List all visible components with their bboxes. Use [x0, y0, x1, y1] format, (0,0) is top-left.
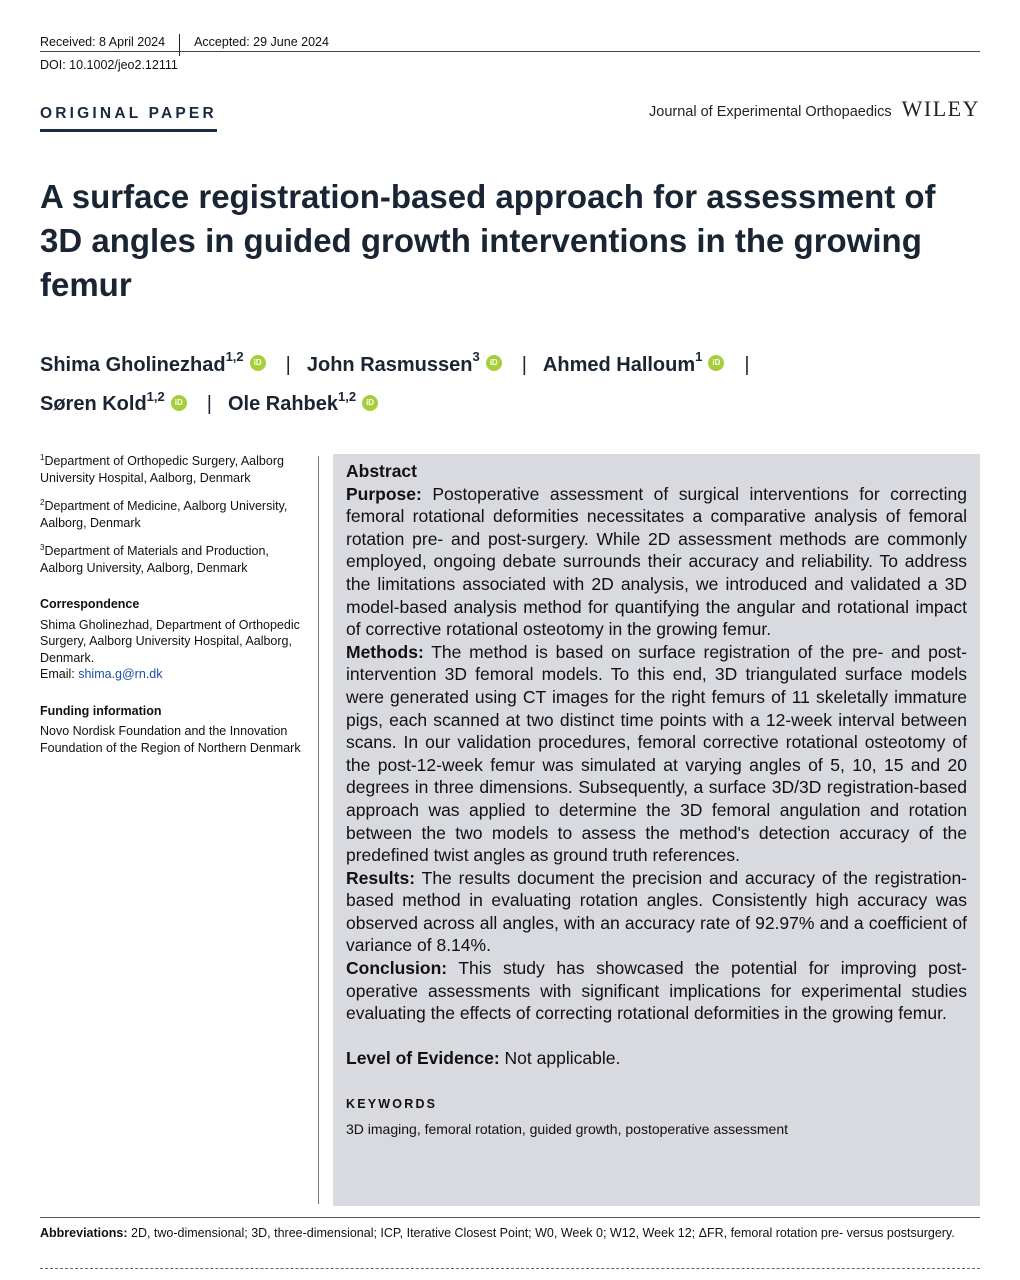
author[interactable] — [227, 388, 378, 416]
keywords-list: 3D imaging, femoral rotation, guided growth, postoperative assessment — [346, 1121, 789, 1138]
paper-type: ORIGINAL PAPER — [40, 105, 217, 132]
correspondence-heading: Correspondence — [40, 597, 140, 612]
orcid-icon[interactable]: iD — [486, 355, 502, 371]
author-affiliation: 3 — [472, 349, 480, 364]
author-name[interactable]: John Rasmussen — [306, 353, 473, 376]
affiliation-number: 2 — [40, 498, 45, 508]
abstract-methods — [346, 641, 967, 867]
footnote-rule — [40, 1217, 980, 1218]
license-divider — [40, 1268, 980, 1269]
header-dates — [40, 31, 329, 53]
abstract-heading: Abstract — [346, 461, 417, 481]
level-value: Not applicable. — [504, 1047, 621, 1068]
orcid-icon[interactable]: iD — [708, 355, 724, 371]
journal-name[interactable]: Journal of Experimental Orthopaedics — [649, 104, 892, 120]
doi-link[interactable]: DOI: 10.1002/jeo2.12111 — [40, 58, 178, 72]
accepted-date: Accepted: 29 June 2024 — [194, 35, 329, 49]
affiliation-text: Department of Materials and Production, Aalborg University, Aalborg, Denmark — [40, 544, 269, 575]
section-label: Conclusion: — [346, 958, 448, 979]
section-text: The method is based on surface registration of the pre‐ and post‐intervention 3D femoral models. To this end, 3D triangulated surface models were generated using CT images for the right femurs of 11 skeletally immature pigs, each scanned at two distinct time points with a 12‐week interval between scans. In our validation procedures, femoral corrective rotational osteotomy of the post‐12‐week femur was simulated at varying angles of 5, 10, 15 and 20 degrees in three dimensions. Subsequently, a surface 3D/3D registration‐based approach was applied to determine the 3D femoral angulation and rotation between the two models to assess the method's detection accuracy of the predefined twist angles as ground truth references. — [346, 641, 967, 866]
author-separator: | — [744, 353, 750, 376]
author-affiliation: 1,2 — [338, 388, 357, 404]
abbreviations-text: 2D, two‐dimensional; 3D, three‐dimensional; ICP, Iterative Closest Point; W0, Week 0; W12, Week 12; ΔFR, femoral rotation pre‐ versus postsurgery. — [131, 1226, 955, 1240]
journal-header — [649, 96, 980, 122]
abstract-box — [333, 454, 980, 1206]
affiliation-text: Department of Orthopedic Surgery, Aalborg University Hospital, Aalborg, Denmark — [40, 454, 284, 485]
keywords-heading: KEYWORDS — [346, 1097, 438, 1112]
author-name[interactable]: Ole Rahbek — [227, 393, 338, 416]
section-label: Purpose: — [346, 483, 422, 504]
author-affiliation: 1,2 — [146, 388, 165, 404]
author-separator: | — [206, 393, 212, 416]
email-link[interactable]: shima.g@rn.dk — [78, 667, 163, 682]
author[interactable] — [542, 349, 724, 376]
funding-text: Novo Nordisk Foundation and the Innovation Foundation of the Region of Northern Denmark — [40, 724, 301, 755]
author[interactable] — [40, 388, 187, 416]
author-affiliation: 1,2 — [225, 349, 244, 364]
header-rule — [40, 51, 980, 52]
orcid-icon[interactable]: iD — [171, 395, 187, 411]
author[interactable] — [40, 349, 266, 376]
section-label: Methods: — [346, 641, 424, 662]
received-date: Received: 8 April 2024 — [40, 35, 166, 49]
affiliation — [40, 495, 312, 531]
abbreviations — [40, 1225, 980, 1242]
abstract-conclusion — [346, 957, 967, 1025]
author[interactable] — [306, 349, 502, 376]
article-title: A surface registration‐based approach for assessment of 3D angles in guided growth interventions in the growing femur — [40, 178, 936, 303]
abstract-purpose — [346, 483, 967, 641]
author-name[interactable]: Søren Kold — [40, 393, 147, 416]
section-text: This study has showcased the potential for improving post‐operative assessments with significant implications for experimental studies evaluating the effects of correcting rotational deformities in the growing femur. — [346, 958, 968, 1024]
orcid-icon[interactable]: iD — [250, 355, 266, 371]
author-name[interactable]: Ahmed Halloum — [542, 353, 696, 376]
affiliation-text: Department of Medicine, Aalborg University, Aalborg, Denmark — [40, 499, 288, 530]
article-sidebar — [40, 450, 312, 756]
author-separator: | — [521, 353, 527, 376]
header-divider — [179, 34, 180, 56]
column-divider — [318, 456, 319, 1204]
author-name[interactable]: Shima Gholinezhad — [40, 353, 226, 376]
correspondence-text: Shima Gholinezhad, Department of Orthopedic Surgery, Aalborg University Hospital, Aalborg, Denmark. — [40, 617, 300, 665]
author-list — [40, 342, 980, 421]
affiliation-number: 1 — [40, 453, 45, 462]
abstract-results — [346, 867, 967, 957]
level-label: Level of Evidence: — [346, 1047, 500, 1068]
author-affiliation: 1 — [695, 349, 703, 364]
author-separator: | — [285, 353, 291, 376]
affiliation — [40, 450, 312, 486]
funding-heading: Funding information — [40, 703, 162, 718]
email-label: Email: — [40, 667, 75, 682]
affiliation-number: 3 — [40, 543, 45, 553]
level-of-evidence — [346, 1047, 967, 1070]
orcid-icon[interactable]: iD — [362, 395, 378, 411]
correspondence-email — [40, 666, 312, 683]
section-text: The results document the precision and accuracy of the registration‐based method in evaluating rotation angles. Consistently high accuracy was observed across all angles, with an accuracy rate of 92.97% and a coefficient of variance of 8.14%. — [346, 867, 968, 956]
abbreviations-label: Abbreviations: — [40, 1226, 128, 1240]
section-label: Results: — [346, 867, 416, 888]
affiliation — [40, 540, 312, 576]
section-text: Postoperative assessment of surgical interventions for correcting femoral rotational deformities necessitates a comparative analysis of femoral rotation pre‐ and post‐surgery. While 2D assessment methods are commonly employed, ongoing debate surrounds their accuracy and reliability. To address the limitations associated with 2D analysis, we introduced and validated a 3D model‐based analysis method for quantifying the angular and rotational impact of corrective rotational osteotomy in the growing femur. — [346, 483, 967, 640]
publisher-logo[interactable]: WILEY — [901, 96, 980, 121]
